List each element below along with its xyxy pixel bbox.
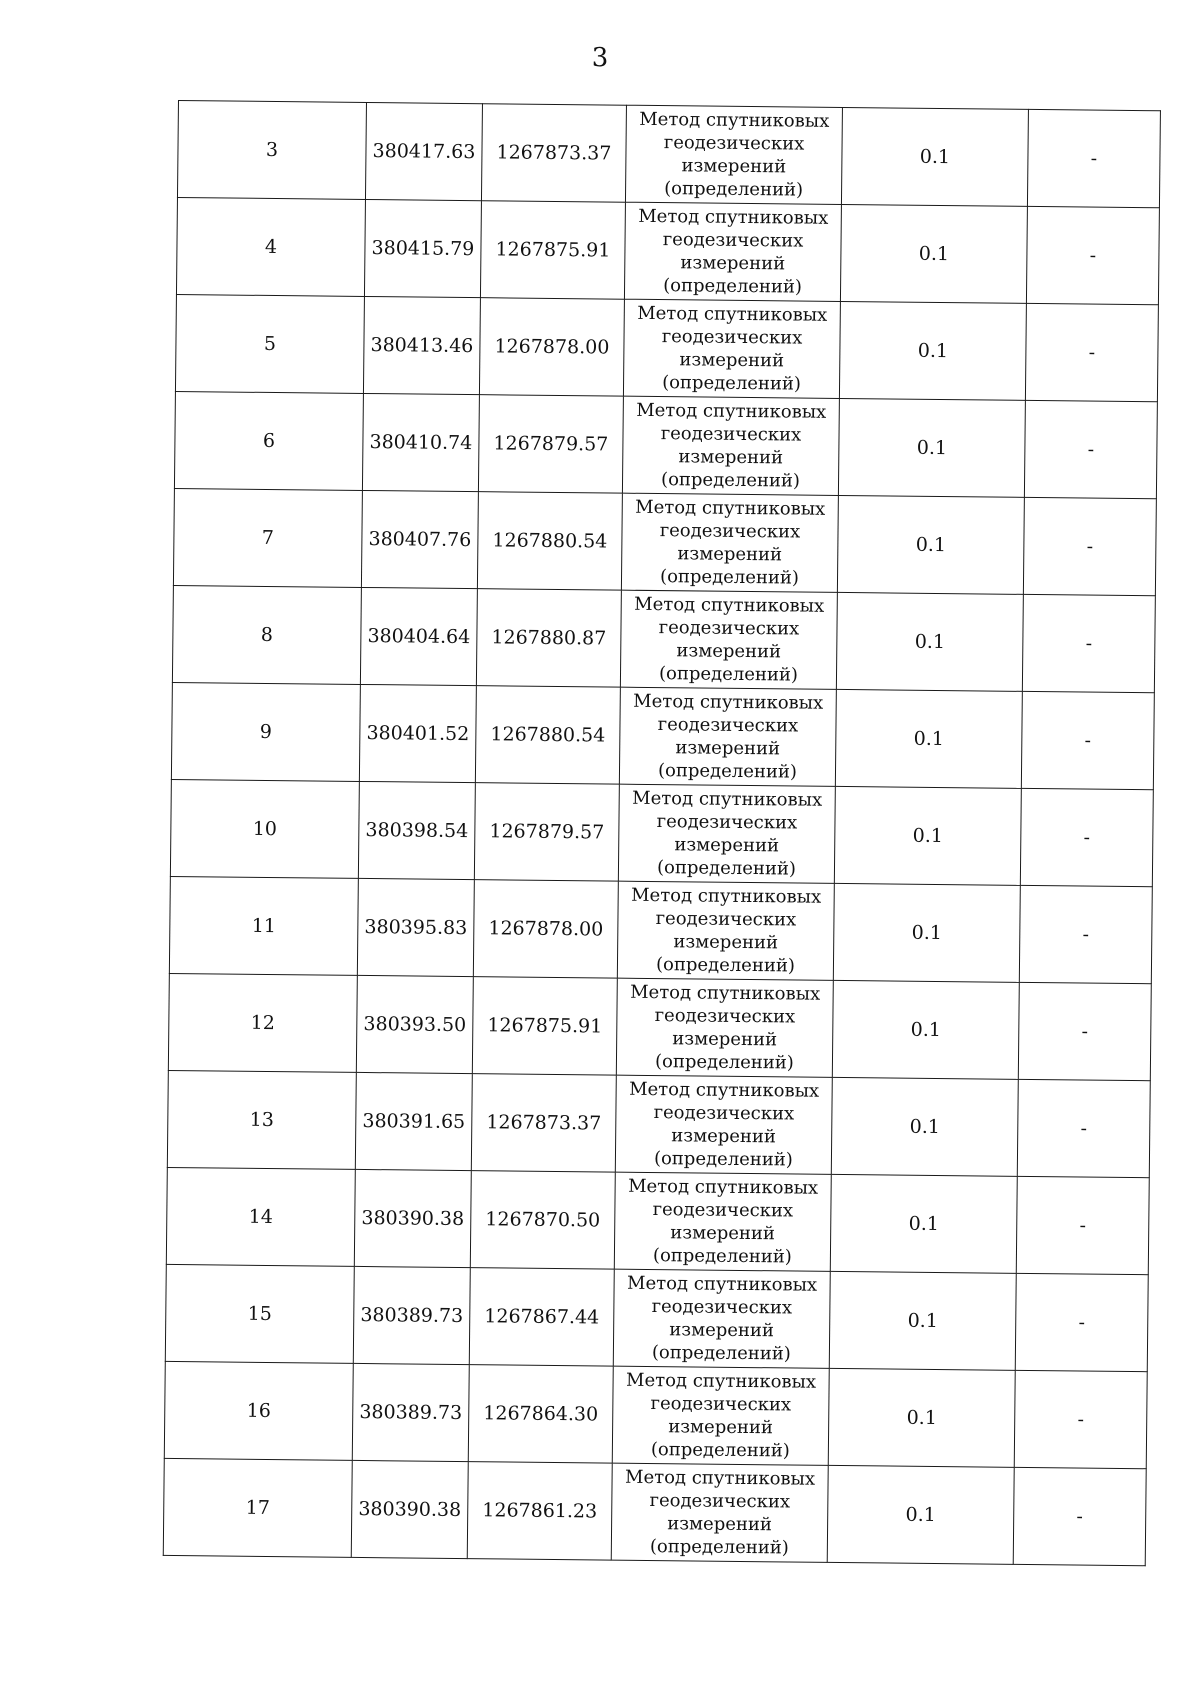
accuracy-cell: 0.1 (833, 883, 1020, 982)
table-row (165, 1264, 1148, 1371)
method-cell (614, 1172, 831, 1271)
method-line-2: геодезических (657, 714, 799, 737)
method-line-4: (определений) (653, 1148, 793, 1171)
y-coordinate-cell: 1267873.37 (481, 104, 626, 203)
method-line-1: Метод спутниковых (635, 496, 826, 520)
description-cell: - (1022, 594, 1155, 692)
accuracy-cell: 0.1 (834, 786, 1021, 885)
method-cell (612, 1366, 829, 1465)
point-number-cell: 10 (170, 779, 359, 878)
method-cell (623, 299, 840, 398)
description-cell: - (1015, 1273, 1148, 1371)
accuracy-cell: 0.1 (828, 1368, 1015, 1467)
accuracy-cell: 0.1 (829, 1271, 1016, 1370)
method-line-2: геодезических (660, 423, 802, 446)
method-line-4: (определений) (663, 275, 803, 298)
table-row (177, 101, 1160, 208)
description-cell: - (1016, 1176, 1149, 1274)
method-line-4: (определений) (658, 663, 799, 686)
table-row (176, 197, 1159, 304)
method-line-1: Метод спутниковых (637, 302, 828, 326)
method-line-1: Метод спутниковых (632, 787, 823, 811)
table-row (173, 488, 1156, 595)
method-line-1: Метод спутниковых (627, 1272, 818, 1296)
method-line-4: (определений) (652, 1245, 792, 1268)
method-line-1: Метод спутниковых (634, 593, 825, 617)
point-number-cell: 3 (177, 101, 366, 200)
method-line-1: Метод спутниковых (628, 1175, 819, 1199)
method-line-4: (определений) (655, 954, 796, 977)
accuracy-cell: 0.1 (835, 689, 1022, 788)
method-line-3: измерений (670, 1222, 776, 1245)
method-line-1: Метод спутниковых (630, 981, 821, 1005)
method-line-3: измерений (681, 155, 787, 178)
method-line-3: измерений (675, 737, 781, 760)
point-number-cell: 4 (176, 197, 365, 296)
table-row (169, 876, 1152, 983)
description-cell: - (1020, 788, 1153, 886)
accuracy-cell: 0.1 (831, 1077, 1018, 1176)
method-line-4: (определений) (659, 566, 800, 589)
method-line-2: геодезических (651, 1296, 793, 1319)
point-number-cell: 17 (163, 1458, 352, 1557)
method-cell (621, 493, 838, 592)
method-line-2: геодезических (662, 229, 804, 252)
method-line-3: измерений (680, 252, 786, 275)
method-line-3: измерений (667, 1513, 773, 1536)
method-line-2: геодезических (654, 1005, 796, 1028)
method-line-1: Метод спутниковых (625, 1369, 817, 1393)
x-coordinate-cell: 380401.52 (359, 684, 476, 782)
method-line-1: Метод спутниковых (629, 1078, 820, 1102)
method-line-3: измерений (673, 931, 779, 954)
table-row (170, 779, 1153, 886)
point-number-cell: 11 (169, 876, 358, 975)
table-row (175, 294, 1158, 401)
method-line-1: Метод спутниковых (636, 399, 827, 423)
method-line-4: (определений) (649, 1536, 789, 1559)
method-cell (618, 784, 835, 883)
method-line-1: Метод спутниковых (624, 1466, 816, 1490)
method-line-4: (определений) (664, 178, 804, 201)
table-row (164, 1361, 1147, 1468)
point-number-cell: 9 (171, 682, 360, 781)
method-line-2: геодезических (663, 132, 805, 155)
description-cell: - (1027, 109, 1160, 207)
description-cell: - (1026, 206, 1159, 304)
method-line-3: измерений (671, 1125, 777, 1148)
table-row (174, 391, 1157, 498)
table-row (172, 585, 1155, 692)
table-row (163, 1458, 1146, 1565)
method-line-2: геодезических (650, 1393, 792, 1416)
point-number-cell: 7 (173, 488, 362, 587)
method-cell (616, 978, 833, 1077)
x-coordinate-cell: 380395.83 (357, 878, 474, 976)
method-line-3: измерений (672, 1028, 778, 1051)
method-line-3: измерений (677, 543, 783, 566)
method-line-4: (определений) (650, 1439, 790, 1462)
method-line-1: Метод спутниковых (638, 205, 829, 229)
method-line-2: геодезических (655, 908, 797, 931)
accuracy-cell: 0.1 (837, 495, 1024, 594)
coordinates-table (163, 100, 1161, 1566)
x-coordinate-cell: 380389.73 (353, 1266, 470, 1364)
description-cell: - (1025, 303, 1158, 401)
y-coordinate-cell: 1267870.50 (470, 1171, 615, 1270)
y-coordinate-cell: 1267878.00 (479, 298, 624, 397)
y-coordinate-cell: 1267879.57 (474, 783, 619, 882)
accuracy-cell: 0.1 (840, 204, 1027, 303)
table-row (171, 682, 1154, 789)
method-line-1: Метод спутниковых (639, 108, 830, 132)
method-line-4: (определений) (656, 857, 797, 880)
y-coordinate-cell: 1267878.00 (473, 880, 618, 979)
point-number-cell: 14 (166, 1167, 355, 1266)
method-cell (615, 1075, 832, 1174)
description-cell: - (1014, 1370, 1147, 1468)
method-line-2: геодезических (653, 1102, 795, 1125)
coordinates-table-body (163, 101, 1160, 1566)
x-coordinate-cell: 380390.38 (351, 1460, 468, 1558)
method-line-2: геодезических (649, 1490, 791, 1513)
y-coordinate-cell: 1267880.54 (475, 686, 620, 785)
description-cell: - (1018, 982, 1151, 1080)
method-cell (624, 202, 841, 301)
x-coordinate-cell: 380415.79 (364, 199, 481, 297)
method-line-3: измерений (674, 834, 780, 857)
description-cell: - (1013, 1467, 1146, 1565)
method-line-2: геодезических (661, 326, 803, 349)
point-number-cell: 13 (167, 1070, 356, 1169)
method-cell (622, 396, 839, 495)
y-coordinate-cell: 1267879.57 (478, 395, 623, 494)
x-coordinate-cell: 380404.64 (360, 587, 477, 685)
method-line-1: Метод спутниковых (633, 690, 824, 714)
x-coordinate-cell: 380391.65 (355, 1072, 472, 1170)
method-line-3: измерений (679, 349, 785, 372)
method-line-2: геодезических (652, 1199, 794, 1222)
point-number-cell: 5 (175, 294, 364, 393)
point-number-cell: 8 (172, 585, 361, 684)
accuracy-cell: 0.1 (841, 107, 1028, 206)
y-coordinate-cell: 1267875.91 (480, 201, 625, 300)
x-coordinate-cell: 380398.54 (358, 781, 475, 879)
y-coordinate-cell: 1267861.23 (467, 1462, 612, 1561)
x-coordinate-cell: 380389.73 (352, 1363, 469, 1461)
accuracy-cell: 0.1 (827, 1465, 1014, 1564)
description-cell: - (1023, 497, 1156, 595)
method-line-4: (определений) (662, 372, 802, 395)
y-coordinate-cell: 1267880.87 (476, 589, 621, 688)
method-line-3: измерений (668, 1416, 774, 1439)
x-coordinate-cell: 380413.46 (363, 296, 480, 394)
method-line-2: геодезических (656, 811, 798, 834)
method-line-3: измерений (669, 1319, 775, 1342)
y-coordinate-cell: 1267864.30 (468, 1365, 613, 1464)
page-number: 3 (591, 43, 609, 73)
description-cell: - (1019, 885, 1152, 983)
accuracy-cell: 0.1 (836, 592, 1023, 691)
x-coordinate-cell: 380407.76 (361, 490, 478, 588)
accuracy-cell: 0.1 (832, 980, 1019, 1079)
y-coordinate-cell: 1267867.44 (469, 1268, 614, 1367)
accuracy-cell: 0.1 (839, 301, 1026, 400)
description-cell: - (1017, 1079, 1150, 1177)
point-number-cell: 16 (164, 1361, 353, 1460)
y-coordinate-cell: 1267875.91 (472, 977, 617, 1076)
method-line-4: (определений) (654, 1051, 794, 1074)
method-line-3: измерений (678, 446, 784, 469)
method-line-4: (определений) (657, 760, 798, 783)
method-line-4: (определений) (651, 1342, 791, 1365)
x-coordinate-cell: 380390.38 (354, 1169, 471, 1267)
point-number-cell: 6 (174, 391, 363, 490)
method-line-4: (определений) (661, 469, 801, 492)
table-row (167, 1070, 1150, 1177)
method-cell (620, 590, 837, 689)
accuracy-cell: 0.1 (830, 1174, 1017, 1273)
method-cell (613, 1269, 830, 1368)
table-row (168, 973, 1151, 1080)
table-row (166, 1167, 1149, 1274)
method-line-2: геодезических (659, 520, 801, 543)
accuracy-cell: 0.1 (838, 398, 1025, 497)
description-cell: - (1024, 400, 1157, 498)
y-coordinate-cell: 1267880.54 (477, 492, 622, 591)
description-cell: - (1021, 691, 1154, 789)
method-cell (625, 105, 842, 204)
method-line-1: Метод спутниковых (631, 884, 822, 908)
x-coordinate-cell: 380410.74 (362, 393, 479, 491)
method-line-3: измерений (676, 640, 782, 663)
y-coordinate-cell: 1267873.37 (471, 1074, 616, 1173)
x-coordinate-cell: 380393.50 (356, 975, 473, 1073)
method-cell (619, 687, 836, 786)
method-line-2: геодезических (658, 617, 800, 640)
method-cell (611, 1463, 828, 1562)
method-cell (617, 881, 834, 980)
point-number-cell: 15 (165, 1264, 354, 1363)
x-coordinate-cell: 380417.63 (365, 102, 482, 200)
point-number-cell: 12 (168, 973, 357, 1072)
